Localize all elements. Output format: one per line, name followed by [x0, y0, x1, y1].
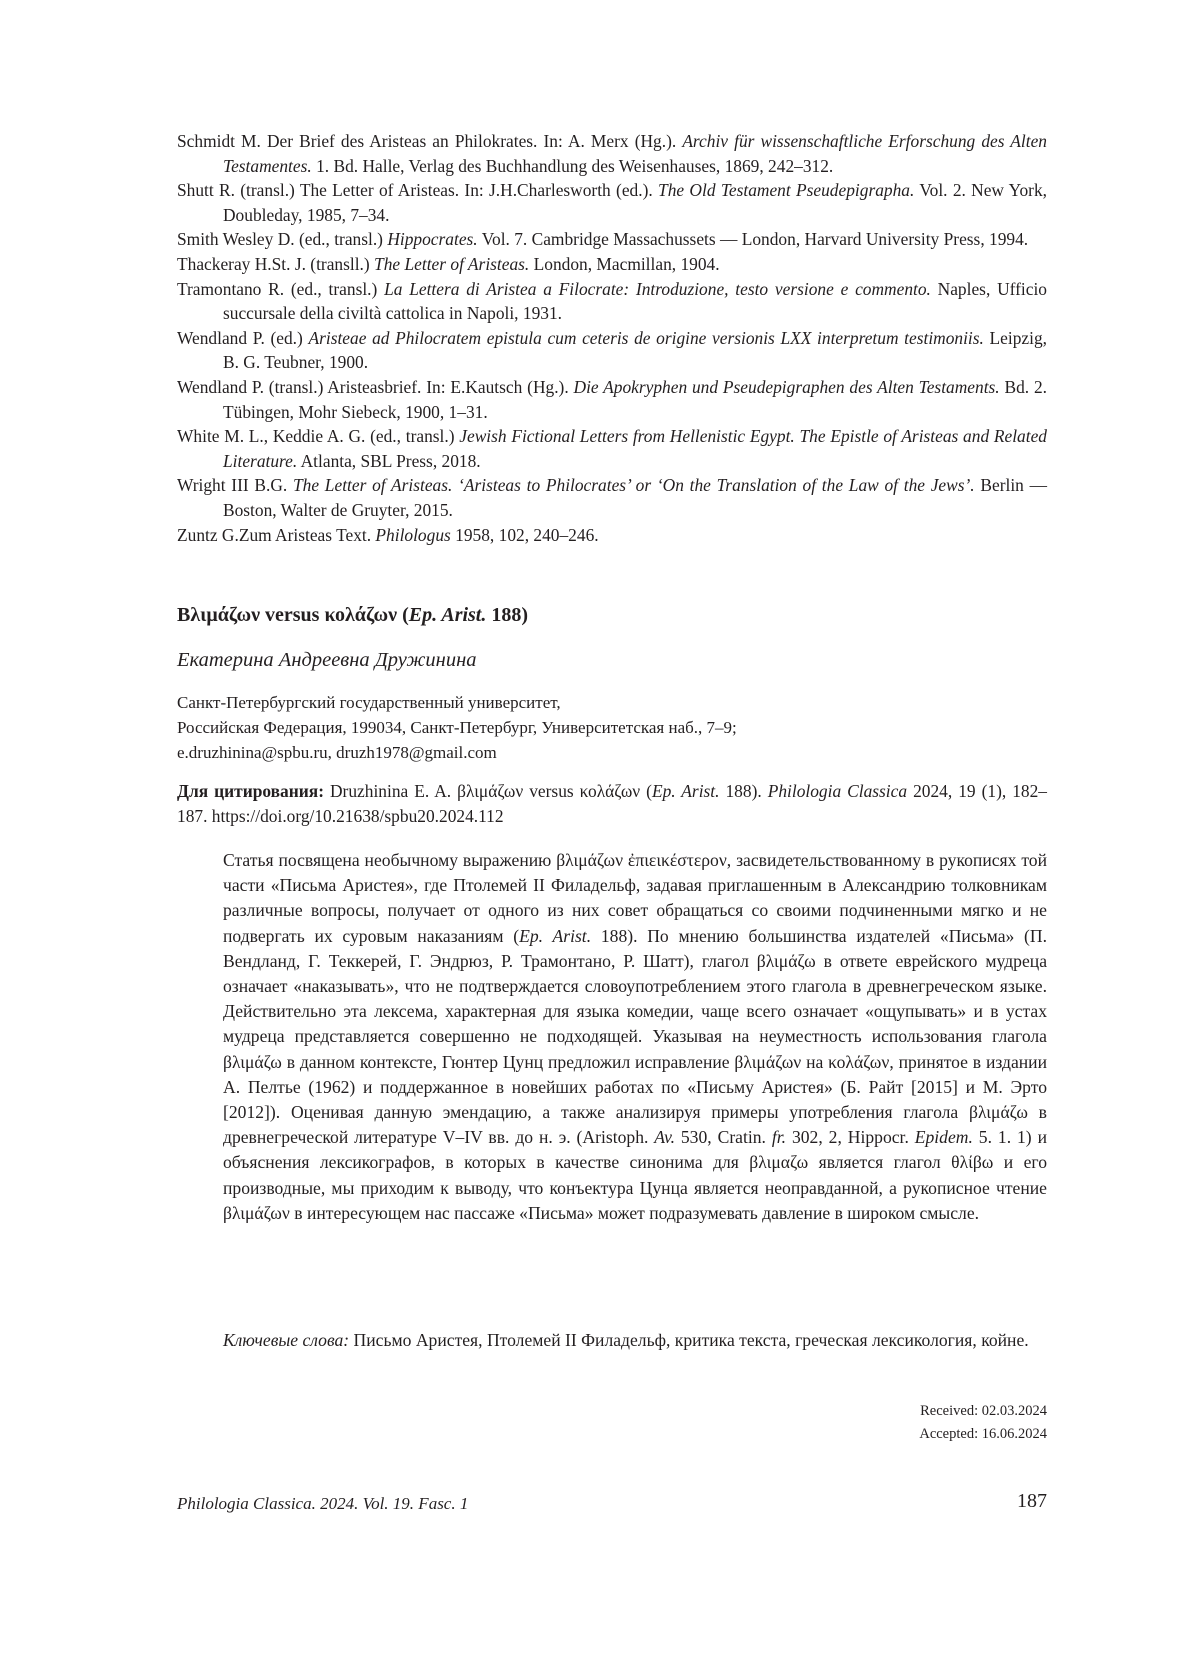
reference-text: Leipzig, B. G. Teubner, 1900. — [223, 327, 1048, 373]
article-title-text: 188) — [486, 604, 529, 626]
abstract-italic: Av. — [654, 1127, 675, 1148]
reference-text: Zuntz G.Zum Aristeas Text. — [177, 524, 376, 545]
reference-text: Atlanta, SBL Press, 2018. — [297, 450, 481, 471]
article-title-italic: Ep. Arist. — [408, 604, 487, 626]
reference-text: Vol. 2. New York, Doubleday, 1985, 7–34. — [223, 180, 1047, 225]
received-date: Received: 02.03.2024 — [920, 1403, 1047, 1419]
abstract — [223, 848, 1047, 1226]
reference-item — [177, 252, 1047, 277]
reference-title: The Old Testament Pseudepigrapha. — [658, 180, 915, 201]
reference-text: Shutt R. (transl.) The Letter of Aristeas. In: J.H.Charlesworth (ed.). — [177, 180, 659, 201]
citation-block — [177, 779, 1047, 829]
reference-text: 1. Bd. Halle, Verlag des Buchhandlung des Weisenhauses, 1869, 242–312. — [311, 155, 834, 176]
reference-title: La Lettera di Aristea a Filocrate: Introduzione, testo versione e commento. — [384, 278, 931, 299]
reference-title: Hippocrates. — [387, 229, 478, 250]
author-affiliation — [177, 690, 1047, 765]
reference-item — [177, 424, 1047, 473]
reference-item — [177, 375, 1047, 424]
reference-text: London, Macmillan, 1904. — [529, 253, 720, 274]
citation-italic: Ep. Arist. — [651, 781, 720, 801]
reference-item — [177, 227, 1047, 252]
reference-text: 1958, 102, 240–246. — [450, 524, 599, 545]
abstract-italic: Epidem. — [914, 1127, 973, 1148]
citation-text: 188). — [719, 781, 768, 801]
reference-title: Die Apokryphen und Pseudepigraphen des Alten Testaments. — [573, 376, 1000, 397]
reference-text: Thackeray H.St. J. (transll.) — [177, 253, 375, 274]
reference-item — [177, 473, 1047, 522]
author-emails: e.druzhinina@spbu.ru, druzh1978@gmail.com — [177, 743, 497, 762]
abstract-text: Статья посвящена необычному выражению βλιμάζων ἐπιεικέστερον, засвидетельствованному в рукописях той части «Письма Аристея», где Птолемей II Филадельф, задавая приглашенным в Александрию толковникам различные вопросы, получает от одного из них совет обращаться со своими подчиненными мягко и не подвергать их суровым наказаниям ( — [223, 850, 1047, 946]
reference-title: Aristeae ad Philocratem epistula cum ceteris de origine versionis LXX interpretum testimoniis. — [308, 327, 984, 348]
author-name: Екатерина Андреевна Дружинина — [177, 649, 477, 671]
reference-text: Tramontano R. (ed., transl.) — [177, 278, 385, 299]
reference-text: Vol. 7. Cambridge Massachussets — London, Harvard University Press, 1994. — [477, 229, 1029, 250]
page-number: 187 — [1017, 1490, 1047, 1512]
reference-title: Philologus — [375, 524, 451, 545]
reference-item — [177, 178, 1047, 227]
reference-title: Archiv für wissenschaftliche Erforschung des Alten Testamentes. — [223, 131, 1047, 176]
reference-text: Schmidt M. Der Brief des Aristeas an Philokrates. In: A. Merx (Hg.). — [177, 131, 683, 151]
reference-item — [177, 129, 1047, 178]
citation-label: Для цитирования: — [177, 781, 324, 801]
reference-item — [177, 523, 1047, 548]
reference-text: Berlin — Boston, Walter de Gruyter, 2015. — [223, 475, 1047, 520]
reference-text: Naples, Ufficio succursale della civiltà cattolica in Napoli, 1931. — [223, 278, 1047, 324]
submission-dates — [919, 1400, 1047, 1446]
footer-journal-title: Philologia Classica. 2024. Vol. 19. Fasc. 1 — [177, 1494, 469, 1513]
citation-doi: 2024, 19 (1), 182–187. https://doi.org/10.21638/spbu20.2024.112 — [177, 781, 1047, 826]
reference-list — [177, 129, 1047, 547]
citation-text: Druzhinina E. A. βλιμάζων versus κολάζων ( — [324, 781, 652, 801]
keywords-text: Письмо Аристея, Птолемей II Филадельф, критика текста, греческая лексикология, койне. — [349, 1330, 1029, 1350]
reference-text: Wendland P. (ed.) — [177, 327, 309, 348]
affiliation-line: Российская Федерация, 199034, Санкт-Петербург, Университетская наб., 7–9; — [177, 718, 737, 737]
accepted-date: Accepted: 16.06.2024 — [919, 1426, 1047, 1442]
abstract-italic: fr. — [771, 1127, 787, 1148]
abstract-text: 188). По мнению большинства издателей «Письма» (П. Вендланд, Г. Теккерей, Г. Эндрюз, Р. Трамонтано, Р. Шатт), глагол βλιμάζω в ответе еврейского мудреца означает «наказывать», что не подтверждается словоупотреблением этого глагола в древнегреческом языке. Действительно эта лексема, характерная для языка комедии, чаще всего означает «ощупывать» и в устах мудреца представляется совершенно не подходящей. Указывая на неуместность использования глагола βλιμάζω в данном контексте, Гюнтер Цунц предложил исправление βλιμάζων на κολάζων, принятое в издании А. Пелтье (1962) и поддержанное в новейших работах по «Письму Аристея» (Б. Райт [2015] и М. Эрто [2012]). Оценивая данную эмендацию, а также анализируя примеры употребления глагола βλιμάζω в древнегреческой литературе V–IV вв. до н. э. (Aristoph. — [223, 925, 1047, 1148]
reference-item — [177, 277, 1047, 326]
affiliation-line: Санкт-Петербургский государственный университет, — [177, 693, 561, 712]
reference-text: Smith Wesley D. (ed., transl.) — [177, 229, 388, 250]
abstract-italic: Ep. Arist. — [519, 925, 592, 946]
reference-title: The Letter of Aristeas. ‘Aristeas to Philocrates’ or ‘On the Translation of the Law of the Jews’. — [292, 475, 975, 496]
abstract-text: 302, 2, Hippocr. — [786, 1127, 915, 1148]
article-title-text: Βλιμάζων versus κολάζων ( — [177, 604, 409, 626]
reference-text: Wright III B.G. — [177, 475, 293, 496]
article-title — [177, 604, 528, 627]
abstract-text: 530, Cratin. — [674, 1127, 772, 1148]
abstract-text: 5. 1. 1) и объяснения лексикографов, в которых в качестве синонима для βλιμαζω является глагол θλίβω и его производные, мы приходим к выводу, что конъектура Цунца является неоправданной, а рукописное чтение βλιμάζων в интересующем нас пассаже «Письма» может подразумевать давление в широком смысле. — [223, 1127, 1047, 1223]
keywords-label: Ключевые слова: — [223, 1330, 350, 1350]
reference-title: Jewish Fictional Letters from Hellenistic Egypt. The Epistle of Aristeas and Related Literature. — [223, 426, 1047, 471]
reference-item — [177, 326, 1047, 375]
reference-text: Bd. 2. Tübingen, Mohr Siebeck, 1900, 1–31. — [223, 376, 1047, 422]
citation-journal: Philologia Classica — [767, 781, 908, 801]
reference-text: White M. L., Keddie A. G. (ed., transl.) — [177, 426, 460, 447]
reference-text: Wendland P. (transl.) Aristeasbrief. In: E.Kautsch (Hg.). — [177, 376, 574, 397]
reference-title: The Letter of Aristeas. — [374, 253, 530, 274]
keywords — [223, 1328, 1047, 1353]
